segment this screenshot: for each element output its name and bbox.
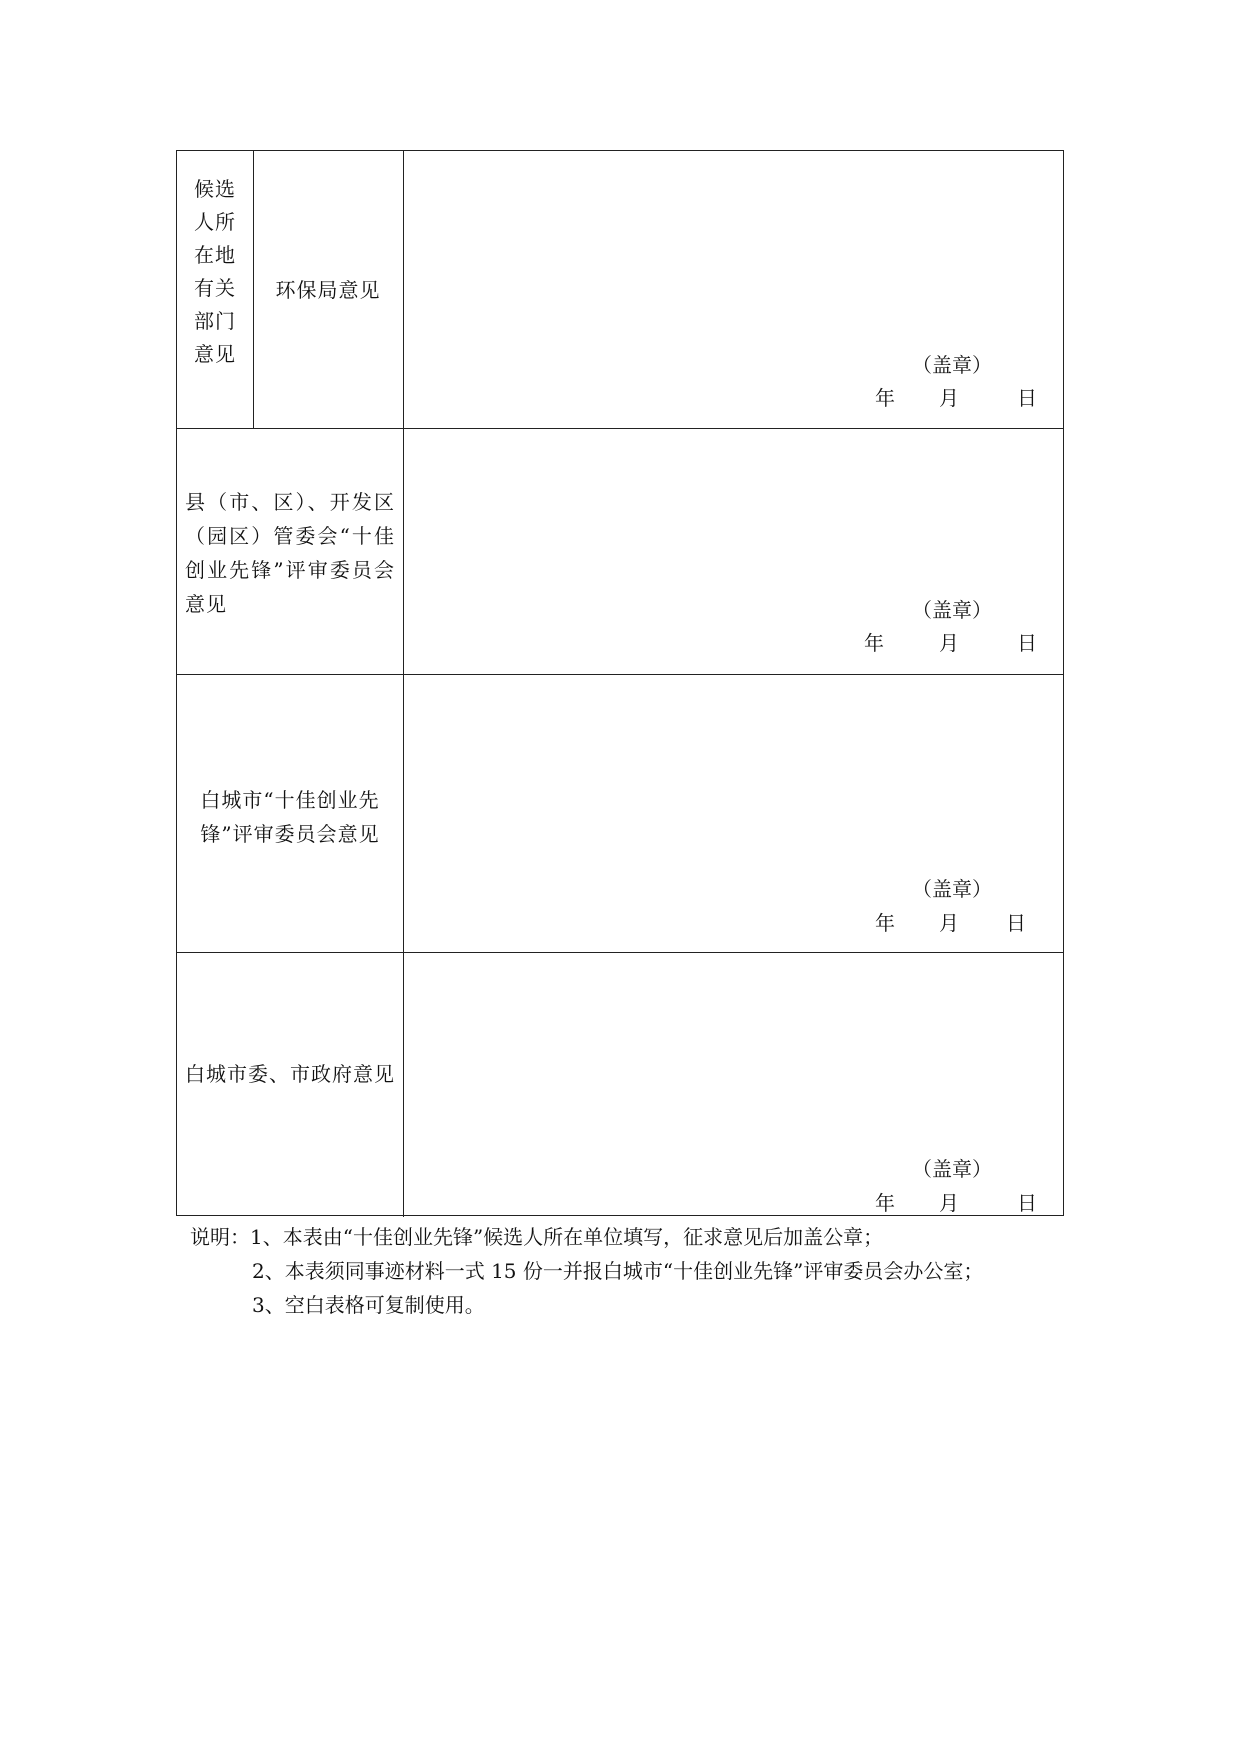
section-label-line: 在地	[194, 243, 236, 267]
note-line: 说明：1、本表由“十佳创业先锋”候选人所在单位填写，征求意见后加盖公章；	[190, 1225, 884, 1249]
opinion-form-table	[176, 150, 1064, 1216]
note-line: 3、空白表格可复制使用。	[252, 1293, 485, 1317]
day-label: 日	[1006, 911, 1026, 935]
section-label-line: 人所	[194, 210, 236, 234]
row-divider	[177, 952, 1063, 953]
day-label: 日	[1017, 386, 1037, 410]
section-label-line: 候选	[194, 177, 236, 201]
month-label: 月	[939, 911, 959, 935]
seal-label: （盖章）	[912, 1157, 992, 1181]
env-bureau-label: 环保局意见	[275, 277, 381, 302]
note-line: 2、本表须同事迹材料一式 15 份一并报白城市“十佳创业先锋”评审委员会办公室；	[252, 1259, 984, 1283]
county-committee-label: 县（市、区）、开发区（园区）管委会“十佳创业先锋”评审委员会意见	[185, 490, 395, 616]
row-divider	[177, 428, 1063, 429]
day-label: 日	[1017, 1191, 1037, 1215]
section-label-line: 意见	[194, 342, 236, 366]
month-label: 月	[939, 386, 959, 410]
month-label: 月	[939, 1191, 959, 1215]
section-label-local-departments	[177, 173, 253, 371]
row-divider	[177, 674, 1063, 675]
month-label: 月	[939, 631, 959, 655]
section-label-line: 部门	[194, 309, 236, 333]
section-label-line: 有关	[194, 276, 236, 300]
day-label: 日	[1017, 631, 1037, 655]
year-label: 年	[875, 1191, 895, 1215]
city-government-label: 白城市委、市政府意见	[185, 1062, 395, 1086]
form-notes	[190, 1220, 983, 1322]
seal-label: （盖章）	[912, 353, 992, 377]
seal-label: （盖章）	[912, 598, 992, 622]
column-divider	[403, 151, 404, 1217]
year-label: 年	[875, 386, 895, 410]
city-committee-label: 白城市“十佳创业先锋”评审委员会意见	[200, 788, 380, 846]
seal-label: （盖章）	[912, 877, 992, 901]
year-label: 年	[875, 911, 895, 935]
year-label: 年	[864, 631, 884, 655]
